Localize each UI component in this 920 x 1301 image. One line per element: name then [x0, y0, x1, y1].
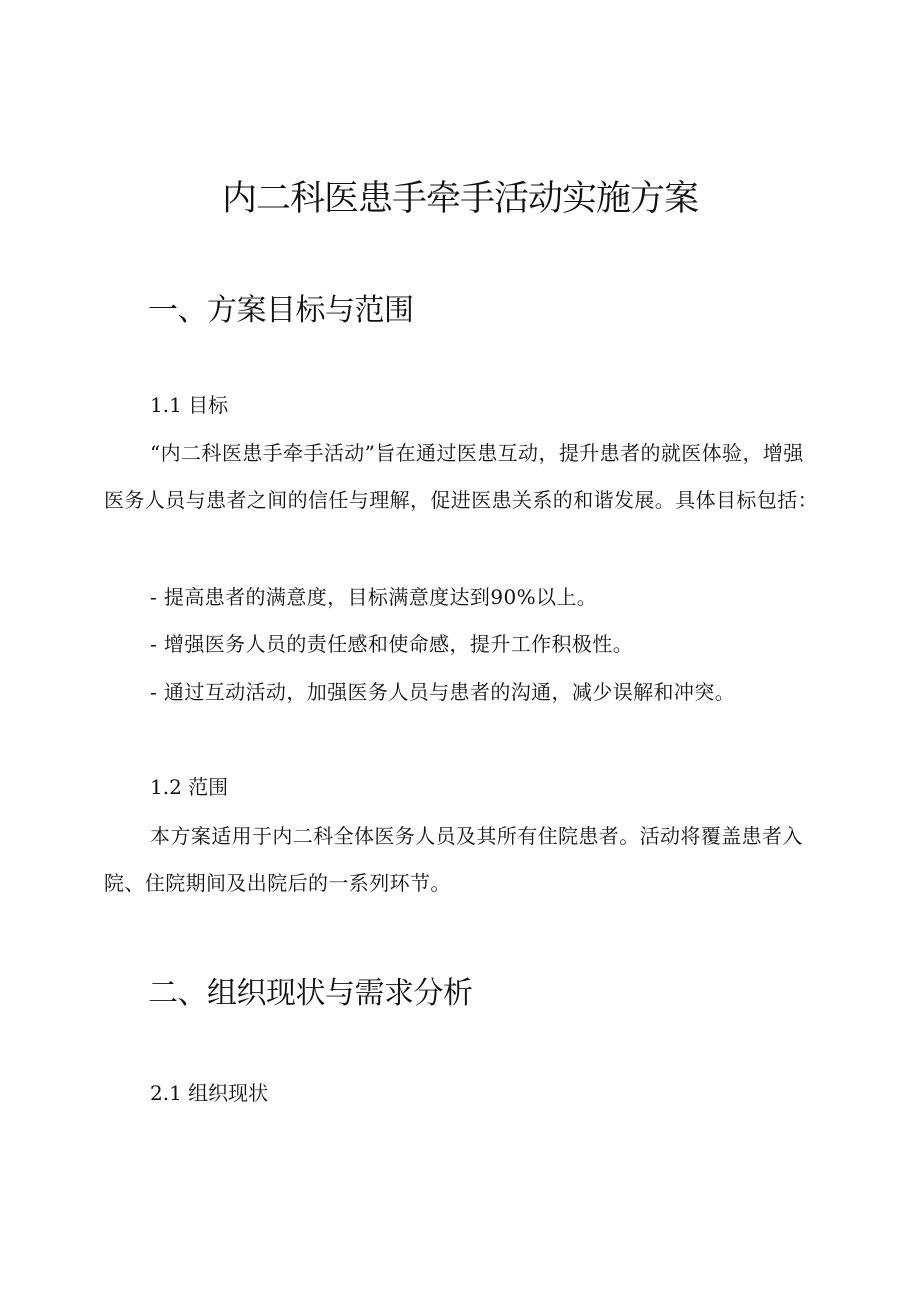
goal-bullet-1: - 提高患者的满意度，目标满意度达到90%以上。	[150, 585, 598, 609]
subsection-1-1-paragraph: “内二科医患手牵手活动”旨在通过医患互动，提升患者的就医体验，增强医务人员与患者之间的信任与理解，促进医患关系的和谐发展。具体目标包括：	[104, 441, 818, 512]
section-1-heading: 一、方案目标与范围	[148, 293, 414, 328]
subsection-1-1-heading: 1.1 目标	[150, 393, 229, 417]
subsection-1-2-paragraph: 本方案适用于内二科全体医务人员及其所有住院患者。活动将覆盖患者入院、住院期间及出院后的一系列环节。	[104, 824, 803, 895]
document-title: 内二科医患手牵手活动实施方案	[221, 179, 698, 219]
subsection-1-2-heading: 1.2 范围	[150, 775, 229, 799]
subsection-2-1-heading: 2.1 组织现状	[150, 1081, 269, 1105]
goal-bullet-2: - 增强医务人员的责任感和使命感，提升工作积极性。	[150, 632, 634, 656]
section-2-heading: 二、组织现状与需求分析	[148, 976, 473, 1011]
goal-bullet-3: - 通过互动活动，加强医务人员与患者的沟通，减少误解和冲突。	[150, 680, 736, 704]
